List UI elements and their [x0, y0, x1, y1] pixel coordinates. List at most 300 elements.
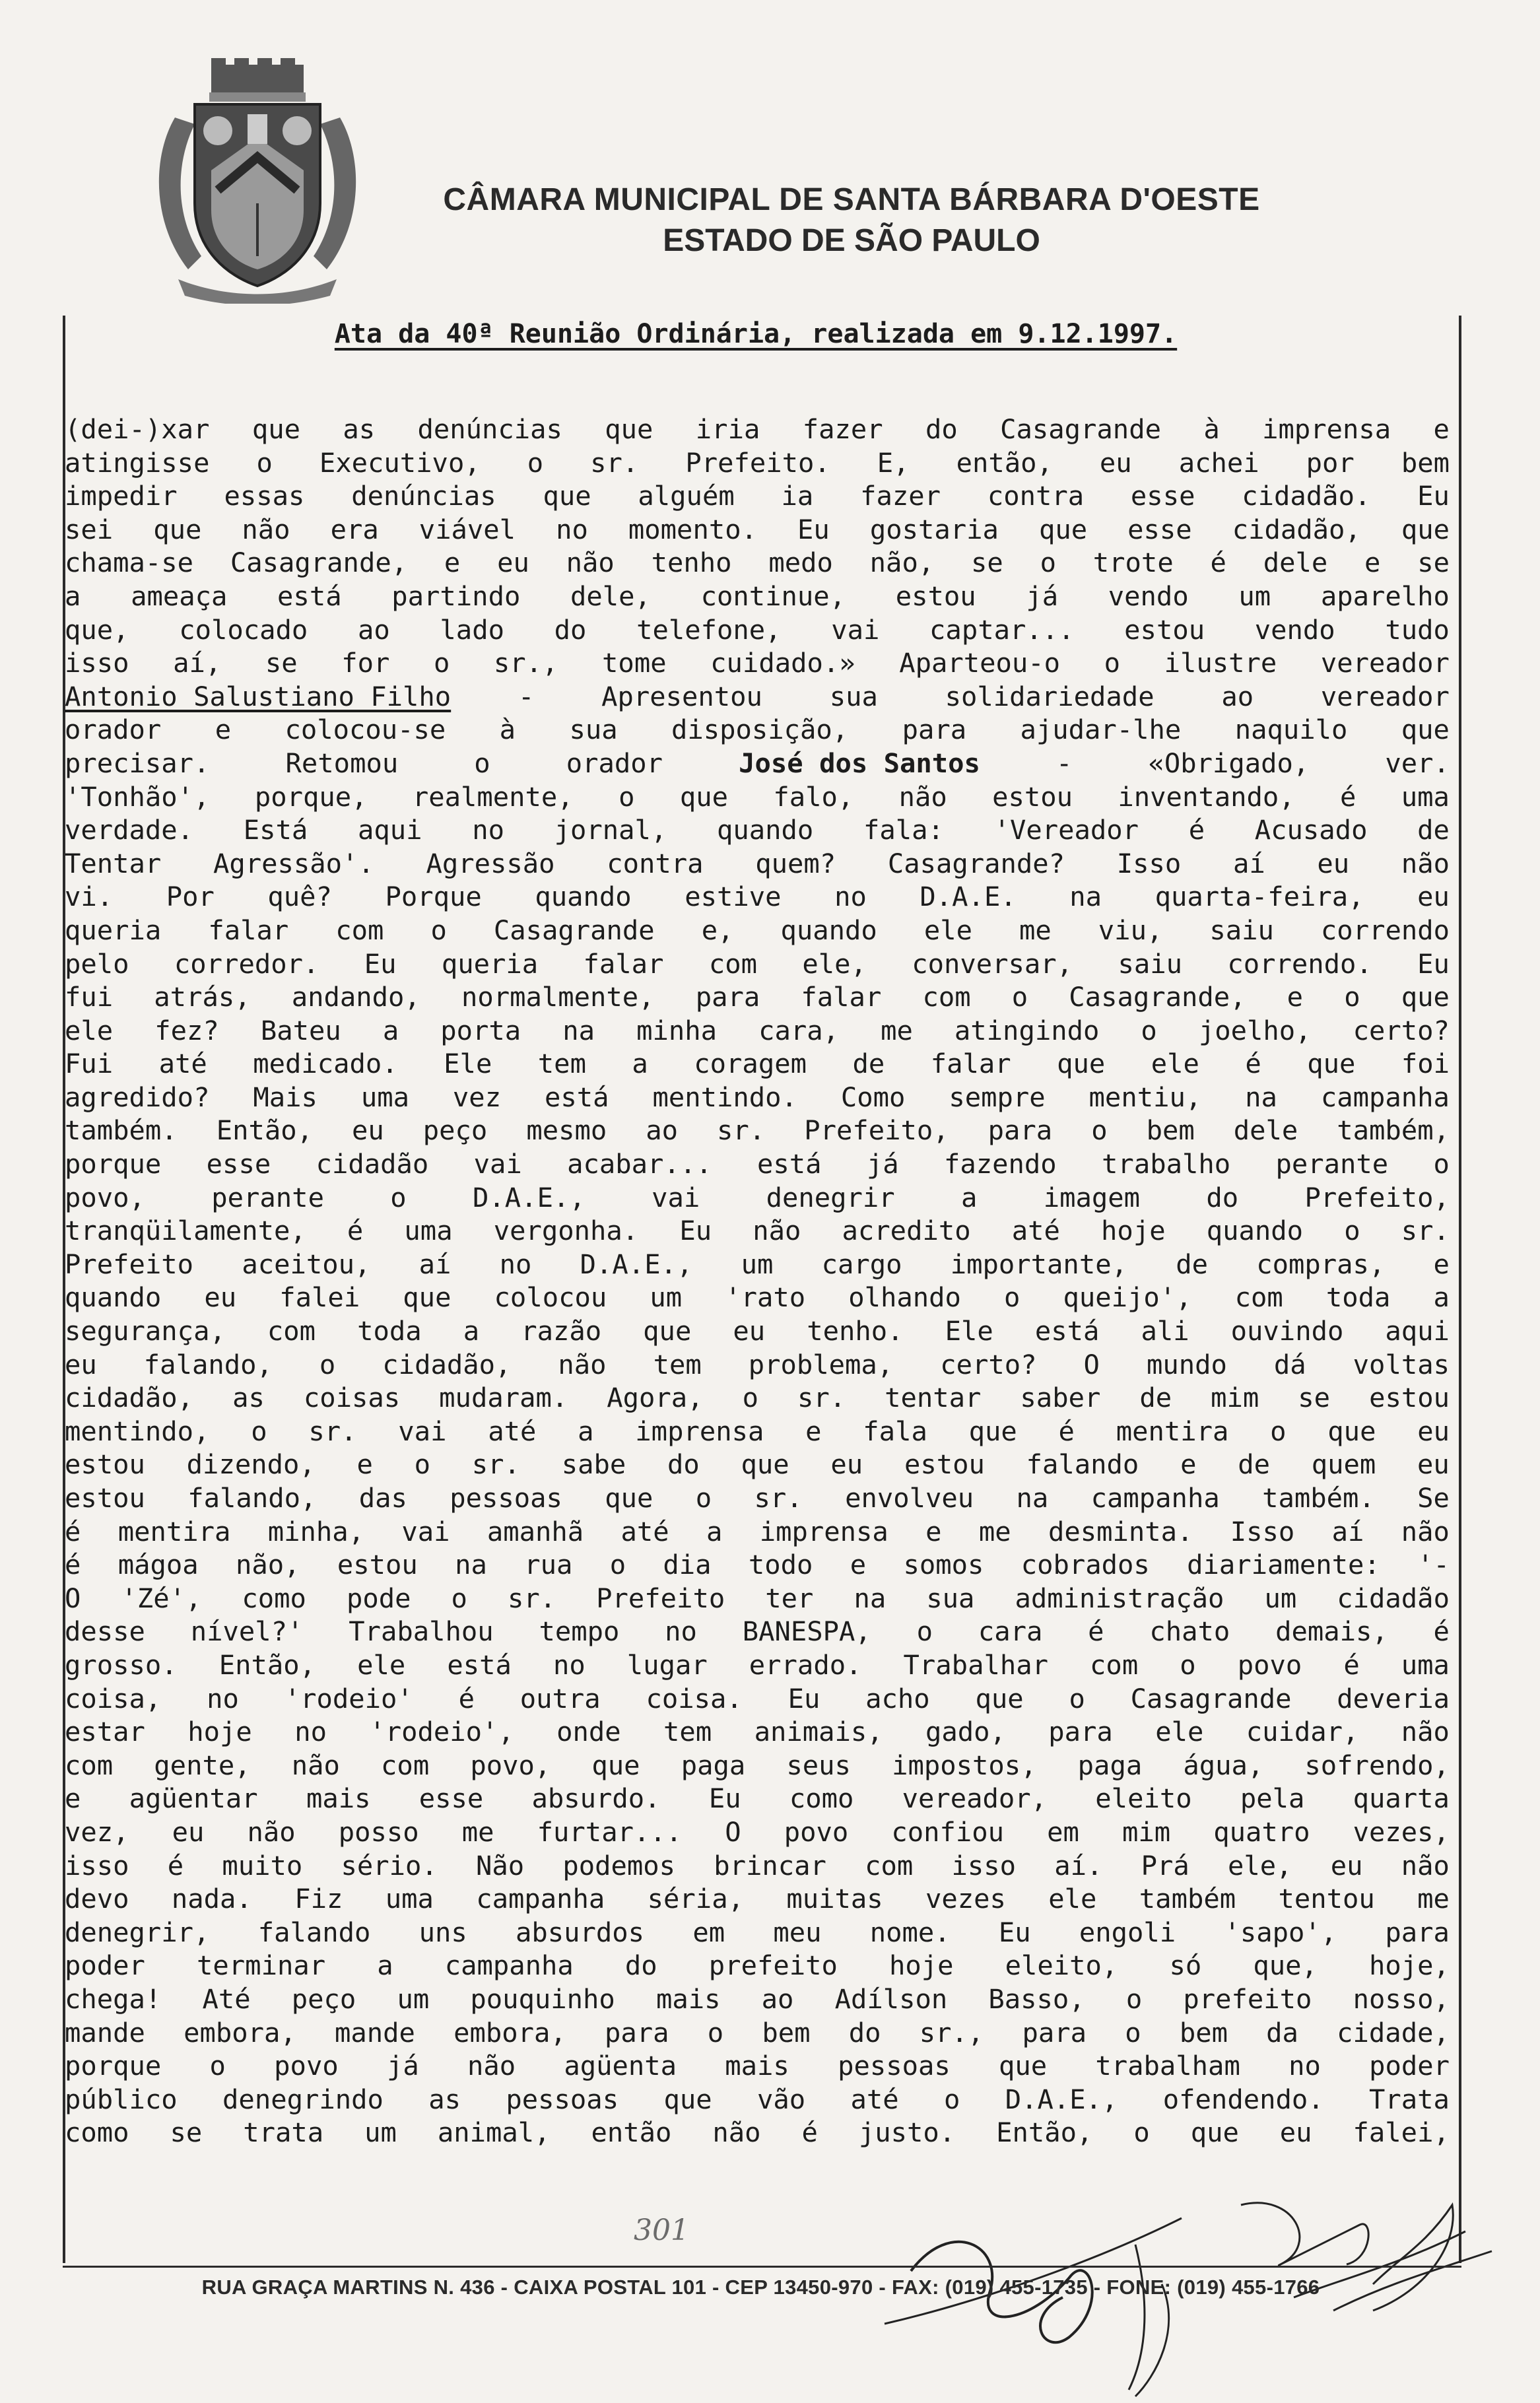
text-word: embora,	[184, 2016, 296, 2048]
text-word: o	[390, 1181, 407, 1213]
text-word: tempo	[539, 1615, 620, 1648]
text-word: toda	[1325, 1281, 1391, 1314]
text-word: quem?	[755, 847, 836, 879]
text-word: vai	[831, 613, 880, 646]
text-word: tem	[653, 1348, 702, 1380]
text-word: um	[364, 2116, 397, 2149]
text-word: terminar	[197, 1949, 326, 1982]
text-word: é	[458, 1682, 475, 1714]
text-word: sua	[569, 714, 618, 746]
text-word: no	[499, 1248, 532, 1280]
text-word: não	[753, 1215, 801, 1247]
text-word: para	[988, 1114, 1053, 1147]
text-word: também,	[1337, 1114, 1450, 1147]
text-word: aí	[1331, 1515, 1364, 1547]
text-word: cuidar,	[1246, 1716, 1359, 1748]
text-word: é	[801, 2116, 818, 2149]
text-word: for	[341, 647, 390, 679]
text-word: imprensa	[759, 1515, 888, 1547]
text-word: povo	[274, 2050, 339, 2082]
text-word: justo.	[858, 2116, 956, 2149]
text-word: no	[834, 881, 867, 913]
footer-address: RUA GRAÇA MARTINS N. 436 - CAIXA POSTAL 101 - CEP 13450-970 - FAX: (019) 455-1735 - FONE: (019) 455-1766	[201, 2276, 1320, 2299]
text-word: Eu	[708, 1782, 741, 1815]
text-word: Eu	[787, 1682, 820, 1714]
text-word: mais	[306, 1782, 371, 1815]
text-word: devo	[65, 1883, 129, 1915]
text-word: do	[554, 613, 587, 646]
text-word: esse	[1127, 513, 1192, 545]
text-word: ofendendo.	[1162, 2083, 1324, 2115]
text-word: o	[1125, 2016, 1141, 2048]
text-word: ele	[1048, 1883, 1097, 1915]
text-word: que,	[65, 613, 129, 646]
text-word: que	[1401, 513, 1450, 545]
text-word: o	[1344, 981, 1360, 1013]
text-word: ia	[781, 480, 814, 512]
text-word: até	[1011, 1215, 1060, 1247]
text-word: minha,	[267, 1515, 365, 1547]
text-word: viu,	[1098, 914, 1163, 946]
text-word: 'rato	[725, 1281, 806, 1314]
text-word: falo,	[773, 780, 854, 813]
text-word: pessoas	[506, 2083, 619, 2115]
institution-state: ESTADO DE SÃO PAULO	[663, 223, 1040, 258]
text-word: O	[1083, 1348, 1100, 1380]
text-word: que	[998, 2050, 1048, 2082]
text-word: nome.	[869, 1916, 951, 1948]
text-word: somos	[903, 1549, 984, 1581]
text-word: muitas	[786, 1883, 883, 1915]
text-word: quem	[1311, 1448, 1376, 1481]
text-line	[65, 513, 1450, 547]
text-word: que	[605, 413, 653, 445]
text-word: para	[1022, 2016, 1087, 2048]
text-word: ele	[923, 914, 972, 946]
text-word: naquilo	[1234, 714, 1348, 746]
text-word: ao	[761, 1982, 794, 2015]
text-word: para	[695, 981, 760, 1013]
text-word: vereador,	[902, 1782, 1048, 1815]
text-word: estou	[337, 1549, 418, 1581]
page-number: 301	[634, 2214, 689, 2247]
text-word: Retomou	[285, 747, 399, 779]
text-word: e	[65, 1782, 81, 1815]
text-word: aí	[1232, 847, 1265, 879]
text-word: lado	[440, 613, 504, 646]
text-word: com	[381, 1749, 430, 1781]
text-word: eu	[1330, 1849, 1363, 1881]
text-word: ao	[357, 613, 390, 646]
text-word: Casagrande,	[230, 547, 408, 579]
text-word: público	[65, 2083, 178, 2115]
text-word: Está	[243, 814, 308, 846]
text-word: falando,	[187, 1482, 317, 1514]
text-word: fez?	[154, 1014, 219, 1046]
text-word: a	[578, 1415, 594, 1447]
text-word: falar	[583, 947, 664, 980]
text-word: precisar.	[65, 747, 210, 779]
text-word: engoli	[1079, 1916, 1176, 1948]
text-word: Basso,	[988, 1982, 1085, 2015]
text-word: não	[712, 2116, 761, 2149]
text-word: eu	[204, 1281, 237, 1314]
text-word: até	[620, 1515, 669, 1547]
text-word: isso	[65, 647, 129, 679]
text-word: diariamente:	[1187, 1549, 1380, 1581]
text-word: saber	[1020, 1382, 1101, 1414]
text-word: o	[414, 1448, 431, 1481]
text-word: e	[215, 714, 232, 746]
text-word: cidadão,	[1232, 513, 1361, 545]
text-word: coisa,	[65, 1682, 162, 1714]
text-word: Agora,	[607, 1382, 704, 1414]
text-line	[65, 1081, 1450, 1114]
text-word: que	[643, 1315, 692, 1347]
text-word: meu	[773, 1916, 822, 1948]
text-line	[65, 1715, 1450, 1749]
text-word: que	[1057, 1048, 1106, 1080]
text-word: bem	[1401, 446, 1450, 479]
text-word: campanha	[476, 1883, 605, 1915]
text-word: ameaça	[131, 580, 228, 612]
text-word: quando	[65, 1281, 162, 1314]
text-word: eu	[1279, 2116, 1312, 2149]
text-word: o	[1270, 1415, 1287, 1447]
text-word: poder	[65, 1949, 145, 1982]
text-word: Porque	[385, 881, 482, 913]
text-word: essas	[224, 480, 305, 512]
text-word: a	[382, 1014, 399, 1046]
text-word: rua	[524, 1549, 573, 1581]
text-word: amanhã	[486, 1515, 584, 1547]
text-word: tem	[663, 1716, 712, 1748]
text-word: as	[428, 2083, 461, 2115]
text-word: o	[1011, 981, 1028, 1013]
text-word: o	[433, 647, 450, 679]
text-word: no	[552, 1648, 586, 1681]
text-word: Se	[1417, 1482, 1450, 1514]
text-word: quando	[780, 914, 877, 946]
text-word: sr.,	[493, 647, 558, 679]
text-word: aí,	[173, 647, 222, 679]
text-word: viável	[418, 513, 516, 545]
text-word: eu	[1417, 1415, 1450, 1447]
text-word: aparelho	[1320, 580, 1450, 612]
text-word: dá	[1273, 1348, 1306, 1380]
text-word: até	[850, 2083, 899, 2115]
text-word: mande	[335, 2016, 415, 2048]
text-word: Eu	[679, 1215, 712, 1247]
text-word: joelho,	[1198, 1014, 1312, 1046]
text-word: impedir	[65, 480, 178, 512]
text-word: E,	[877, 446, 910, 479]
text-word: onde	[556, 1716, 621, 1748]
text-line	[65, 1147, 1450, 1181]
text-word: mentira	[1116, 1415, 1229, 1447]
text-word: na	[455, 1549, 487, 1581]
text-word: uma	[1401, 1648, 1450, 1681]
text-word: me	[881, 1014, 913, 1046]
text-word: povo	[1237, 1648, 1302, 1681]
text-word: 'rodeio',	[369, 1716, 514, 1748]
text-word: já	[386, 2050, 419, 2082]
text-line	[65, 446, 1450, 480]
text-word: estive	[685, 881, 782, 913]
text-word: o	[430, 914, 447, 946]
text-word: de	[852, 1048, 885, 1080]
text-word: se	[1298, 1382, 1331, 1414]
text-word: ter	[765, 1582, 814, 1614]
text-word: como	[65, 2116, 129, 2149]
text-word: me	[461, 1815, 494, 1848]
text-word: tranqüilamente,	[65, 1215, 306, 1247]
text-word: -	[1055, 747, 1073, 779]
text-word: Isso	[1116, 847, 1182, 879]
text-word: Isso	[1230, 1515, 1295, 1547]
text-word: e	[444, 547, 461, 579]
text-word: ao	[1221, 680, 1254, 712]
text-word: voltas	[1353, 1348, 1450, 1380]
text-word: José dos Santos	[739, 747, 980, 779]
text-word: continue,	[700, 580, 846, 612]
text-word: estou	[1124, 613, 1205, 646]
text-word: saiu	[1209, 914, 1274, 946]
text-word: não	[558, 1348, 607, 1380]
text-word: com	[65, 1749, 114, 1781]
text-word: Prefeito	[596, 1582, 725, 1614]
text-word: '-	[1417, 1549, 1450, 1581]
text-line	[65, 1047, 1450, 1081]
text-word: momento.	[628, 513, 757, 545]
text-word: que	[1190, 2116, 1239, 2149]
text-word: uma	[385, 1883, 434, 1915]
text-word: um	[1238, 580, 1271, 612]
text-word: toda	[357, 1315, 422, 1347]
text-word: não	[1401, 1849, 1450, 1881]
text-word: que	[679, 780, 728, 813]
text-line	[65, 1682, 1450, 1716]
text-word: tenho	[651, 547, 732, 579]
text-word: prefeito	[1183, 1982, 1312, 2015]
text-word: paga	[681, 1749, 746, 1781]
text-word: não	[1401, 1515, 1450, 1547]
text-word: o	[1069, 1682, 1085, 1714]
text-word: que	[1327, 1415, 1376, 1447]
text-line	[65, 1916, 1450, 1949]
text-word: um	[1264, 1582, 1297, 1614]
text-word: de	[1238, 1448, 1270, 1481]
text-word: agredido?	[65, 1081, 210, 1113]
text-word: estou	[992, 780, 1073, 813]
text-word: vezes	[925, 1883, 1006, 1915]
text-line	[65, 2049, 1450, 2083]
text-word: saiu	[1118, 947, 1182, 980]
text-word: orador	[65, 714, 162, 746]
text-word: eleito	[1095, 1782, 1192, 1815]
text-word: realmente,	[412, 780, 574, 813]
text-word: Antonio Salustiano Filho	[65, 680, 452, 712]
text-word: a	[706, 1515, 723, 1547]
text-word: Até	[202, 1982, 251, 2015]
text-word: vez	[452, 1081, 502, 1113]
text-word: falar	[801, 981, 882, 1013]
text-word: embora,	[453, 2016, 566, 2048]
text-word: se	[1417, 547, 1450, 579]
text-word: está	[447, 1648, 512, 1681]
text-word: Acusado	[1254, 814, 1368, 846]
text-word: imagem	[1043, 1181, 1141, 1213]
text-word: hoje,	[1368, 1949, 1450, 1982]
text-line	[65, 546, 1450, 580]
text-word: O	[65, 1582, 81, 1614]
text-word: iria	[695, 413, 760, 445]
text-word: dele,	[570, 580, 651, 612]
text-word: uns	[418, 1916, 467, 1948]
text-word: coisa.	[646, 1682, 743, 1714]
text-word: campanha	[444, 1949, 574, 1982]
text-word: vai	[398, 1415, 447, 1447]
text-word: inventando,	[1118, 780, 1295, 813]
text-word: não,	[235, 1549, 300, 1581]
text-word: hoje	[1101, 1215, 1166, 1247]
text-word: em	[692, 1916, 725, 1948]
text-word: o	[1104, 647, 1121, 679]
text-word: Eu	[1417, 947, 1450, 980]
text-word: do	[667, 1448, 700, 1481]
text-word: já	[866, 1148, 899, 1180]
text-word: porta	[440, 1014, 521, 1046]
text-word: razão	[521, 1315, 602, 1347]
text-word: envolveu	[845, 1482, 974, 1514]
text-word: Por	[166, 881, 215, 913]
right-margin-rule	[1459, 316, 1461, 2263]
text-word: tem	[537, 1048, 586, 1080]
text-word: não	[1401, 1716, 1450, 1748]
document-body	[65, 413, 1450, 2149]
text-word: a	[65, 580, 81, 612]
text-word: Trabalhou	[349, 1615, 494, 1648]
text-word: eu	[1417, 881, 1450, 913]
text-line	[65, 847, 1450, 881]
text-word: campanha	[1090, 1482, 1220, 1514]
text-word: Eu	[998, 1916, 1031, 1948]
text-word: Então,	[996, 2116, 1093, 2149]
text-word: Como	[840, 1081, 906, 1113]
text-word: sua	[829, 680, 878, 712]
footer-rule	[63, 2266, 1461, 2268]
text-word: o	[609, 1549, 626, 1581]
text-word: nível?'	[190, 1615, 304, 1648]
text-word: bem	[762, 2016, 811, 2048]
text-word: absurdo.	[531, 1782, 661, 1815]
text-word: colocou	[494, 1281, 607, 1314]
text-line	[65, 1014, 1450, 1048]
text-word: se	[265, 647, 298, 679]
text-line	[65, 1481, 1450, 1515]
text-word: eu	[172, 1815, 205, 1848]
text-word: Executivo,	[319, 446, 481, 479]
text-word: também.	[1262, 1482, 1375, 1514]
text-word: Bateu	[260, 1014, 341, 1046]
text-word: prefeito	[708, 1949, 838, 1982]
text-word: do	[848, 2016, 881, 2048]
text-word: foi	[1401, 1048, 1450, 1080]
text-word: trabalham	[1095, 2050, 1240, 2082]
text-line	[65, 646, 1450, 680]
text-word: já	[1026, 580, 1059, 612]
text-line	[65, 413, 1450, 446]
text-word: gado,	[925, 1716, 1006, 1748]
text-word: com	[267, 1315, 316, 1347]
text-word: o	[943, 2083, 960, 2115]
text-word: com	[708, 947, 757, 980]
text-line	[65, 1982, 1450, 2016]
text-word: a	[1433, 1281, 1450, 1314]
text-word: minha	[636, 1014, 718, 1046]
text-word: em	[1047, 1815, 1079, 1848]
text-word: para	[1048, 1716, 1113, 1748]
text-word: ajudar-lhe	[1020, 714, 1182, 746]
text-word: esse	[1130, 480, 1195, 512]
text-line	[65, 1114, 1450, 1147]
text-word: não	[247, 1815, 296, 1848]
text-word: quarta	[1353, 1782, 1450, 1815]
text-word: bem	[1179, 2016, 1228, 2048]
text-word: o	[916, 1615, 933, 1648]
text-word: quarta-feira,	[1155, 881, 1364, 913]
text-word: estou	[895, 580, 976, 612]
text-word: é	[1058, 1415, 1075, 1447]
text-word: porque	[65, 2050, 162, 2082]
text-line	[65, 2116, 1450, 2149]
text-word: confiou	[891, 1815, 1005, 1848]
text-word: gostaria	[869, 513, 999, 545]
text-word: o	[527, 446, 544, 479]
text-word: ver.	[1385, 747, 1450, 779]
text-word: Agressão	[426, 847, 555, 879]
text-word: certo?	[940, 1348, 1037, 1380]
text-word: chega!	[65, 1982, 162, 2015]
text-word: um	[650, 1281, 683, 1314]
text-word: que	[663, 2083, 712, 2115]
text-word: nada.	[171, 1883, 252, 1915]
document-title: Ata da 40ª Reunião Ordinária, realizada em 9.12.1997.	[334, 319, 1178, 349]
text-word: estar	[65, 1716, 145, 1748]
text-word: até	[158, 1048, 207, 1080]
text-word: e	[1364, 547, 1381, 579]
text-word: à	[1203, 413, 1220, 445]
text-word: Prefeito,	[804, 1114, 949, 1147]
text-word: correndo	[1320, 914, 1450, 946]
municipal-coat-of-arms-icon	[149, 58, 366, 304]
text-line	[65, 1749, 1450, 1782]
text-word: que,	[1253, 1949, 1318, 1982]
text-word: pela	[1240, 1782, 1305, 1815]
text-word: acredito	[842, 1215, 971, 1247]
text-word: o	[1133, 2116, 1150, 2149]
text-word: todo	[748, 1549, 813, 1581]
text-word: D.A.E.,	[580, 1248, 693, 1280]
text-word: que	[403, 1281, 452, 1314]
text-word: Prá	[1141, 1849, 1189, 1881]
text-line	[65, 613, 1450, 647]
text-word: animais,	[754, 1716, 883, 1748]
text-word: contra	[607, 847, 704, 879]
text-word: (dei-)xar	[65, 413, 210, 445]
text-word: mais	[655, 1982, 721, 2015]
text-line	[65, 2016, 1450, 2050]
